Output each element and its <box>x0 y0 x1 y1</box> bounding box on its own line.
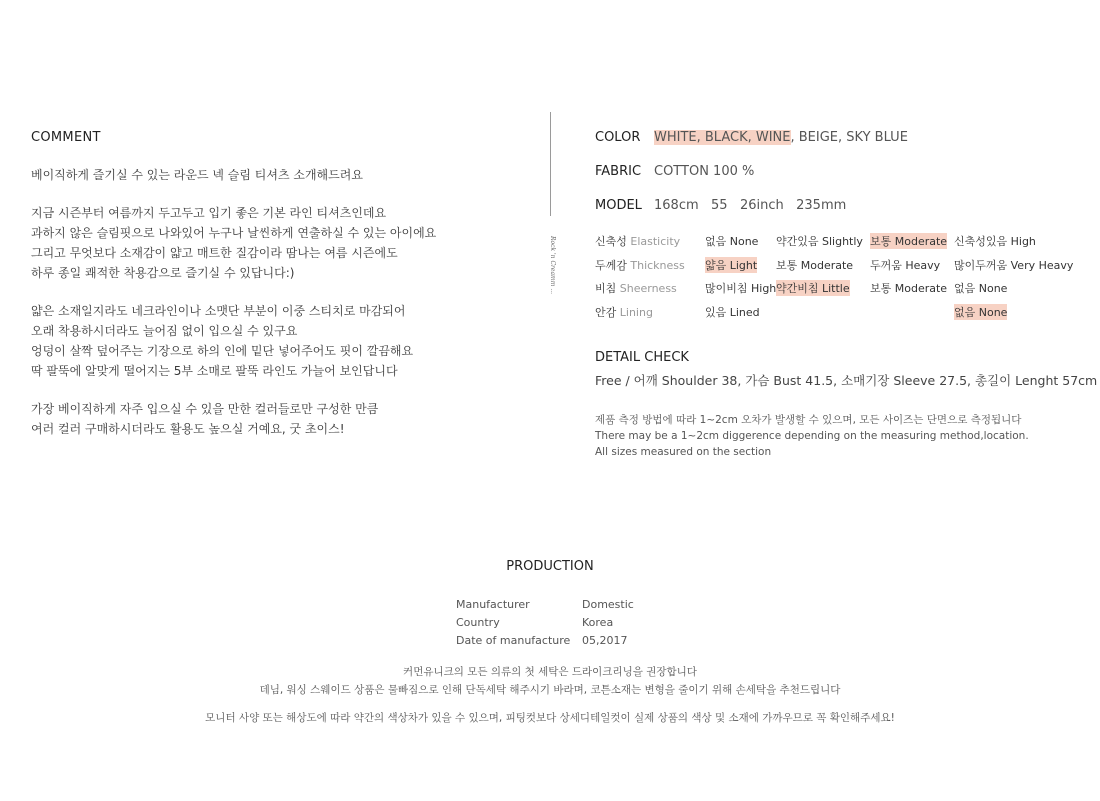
production-key: Country <box>456 616 500 629</box>
color-rest: , BEIGE, SKY BLUE <box>790 130 908 145</box>
attribute-option: 두꺼움 Heavy <box>870 258 941 272</box>
note-line: 제품 측정 방법에 따라 1~2cm 오차가 발생할 수 있으며, 모든 사이즈는 단면으로 측정됩니다 <box>595 414 1022 426</box>
comment-title: COMMENT <box>31 130 101 145</box>
fabric-row <box>595 162 1095 196</box>
fabric-value: COTTON 100 % <box>654 164 755 179</box>
comment-line: 과하지 않은 슬림핏으로 나와있어 누구나 날씬하게 연출하실 수 있는 아이에요 <box>31 226 437 240</box>
note-line: All sizes measured on the section <box>595 446 772 458</box>
attribute-option: 없음 None <box>705 235 759 248</box>
signature: Rock 'n Creamm ... <box>549 236 556 295</box>
comment-body <box>31 165 521 439</box>
spec-section <box>595 128 1095 230</box>
detail-check-value: Free / 어깨 Shoulder 38, 가슴 Bust 41.5, 소매기장 Sleeve 27.5, 총길이 Lenght 57cm <box>595 373 1098 388</box>
attribute-option-selected: 보통 Moderate <box>870 235 948 248</box>
production-value: 05,2017 <box>582 634 628 647</box>
care-note-wash: 데님, 워싱 스웨이드 상품은 물빠짐으로 인해 단독세탁 해주시기 바라며, 코튼소재는 변형을 줄이기 위해 손세탁을 추천드립니다 <box>259 684 841 696</box>
note-line: There may be a 1~2cm diggerence depending on the measuring method,location. <box>595 430 1029 442</box>
comment-line: 지금 시즌부터 여름까지 두고두고 입기 좋은 기본 라인 티셔츠인데요 <box>31 206 387 220</box>
attribute-label <box>595 257 685 273</box>
care-note-dryclean: 커먼유니크의 모든 의류의 첫 세탁은 드라이크리닝을 권장합니다 <box>403 666 697 678</box>
comment-line: 가장 베이직하게 자주 입으실 수 있을 만한 컬러들로만 구성한 만큼 <box>31 402 379 416</box>
color-value <box>654 130 908 145</box>
production-value: Domestic <box>582 598 634 611</box>
attribute-name-en: Elasticity <box>630 235 681 248</box>
color-highlighted: WHITE, BLACK, WINE <box>654 130 791 145</box>
comment-line: 베이직하게 즐기실 수 있는 라운드 넥 슬림 티셔츠 소개해드려요 <box>31 168 363 182</box>
comment-section <box>31 130 521 457</box>
attribute-label <box>595 233 680 249</box>
comment-line: 오래 착용하시더라도 늘어짐 없이 입으실 수 있구요 <box>31 324 298 338</box>
attribute-label <box>595 280 677 296</box>
production-key: Date of manufacture <box>456 634 571 647</box>
comment-line: 그리고 무엇보다 소재감이 얇고 매트한 질감이라 땀나는 여름 시즌에도 <box>31 246 398 260</box>
attribute-option-selected: 없음 None <box>954 305 1008 319</box>
attribute-name-en: Lining <box>619 305 653 319</box>
attribute-name-ko: 안감 <box>595 305 617 319</box>
attribute-option-selected: 약간비침 Little <box>776 282 850 295</box>
attribute-name-ko: 신축성 <box>595 235 627 248</box>
attribute-option: 많이비침 High <box>705 282 777 295</box>
production-title: PRODUCTION <box>506 559 594 574</box>
comment-line: 하루 종일 쾌적한 착용감으로 즐기실 수 있답니다:) <box>31 266 295 280</box>
attribute-option: 보통 Moderate <box>870 282 948 295</box>
fabric-label: FABRIC <box>595 164 642 179</box>
attribute-option: 약간있음 Slightly <box>776 235 863 248</box>
detail-check-title: DETAIL CHECK <box>595 350 689 365</box>
comment-paragraph <box>31 203 521 283</box>
attribute-option: 없음 None <box>954 282 1008 295</box>
attribute-name-ko: 두께감 <box>595 258 627 272</box>
comment-paragraph <box>31 399 521 439</box>
production-key: Manufacturer <box>456 598 530 611</box>
attribute-name-ko: 비침 <box>595 282 617 295</box>
color-row <box>595 128 1095 162</box>
attribute-option: 많이두꺼움 Very Heavy <box>954 258 1074 272</box>
model-label: MODEL <box>595 198 642 213</box>
attribute-name-en: Sheerness <box>619 282 677 295</box>
attribute-option: 보통 Moderate <box>776 258 854 272</box>
care-note-color: 모니터 사양 또는 해상도에 따라 약간의 색상차가 있을 수 있으며, 피팅컷보다 상세디테일컷이 실제 상품의 색상 및 소재에 가까우므로 꼭 확인해주세요! <box>205 712 895 724</box>
model-value: 168cm 55 26inch 235mm <box>654 198 847 213</box>
attribute-option-selected: 얇음 Light <box>705 258 758 272</box>
comment-line: 여러 컬러 구매하시더라도 활용도 높으실 거예요, 굿 초이스! <box>31 422 345 436</box>
attribute-option: 신축성있음 High <box>954 235 1036 248</box>
model-row <box>595 196 1095 230</box>
comment-line: 얇은 소재일지라도 네크라인이나 소맷단 부분이 이중 스티치로 마감되어 <box>31 304 406 318</box>
comment-paragraph <box>31 165 521 185</box>
attribute-label <box>595 304 653 320</box>
production-value: Korea <box>582 616 614 629</box>
measurement-notes <box>595 412 1029 460</box>
comment-line: 엉덩이 살짝 덮어주는 기장으로 하의 인에 밑단 넣어주어도 핏이 깔끔해요 <box>31 344 414 358</box>
comment-line: 딱 팔뚝에 알맞게 떨어지는 5부 소매로 팔뚝 라인도 가늘어 보인답니다 <box>31 364 398 378</box>
vertical-divider <box>550 112 551 216</box>
attribute-option: 있음 Lined <box>705 305 760 319</box>
comment-paragraph <box>31 301 521 381</box>
color-label: COLOR <box>595 130 641 145</box>
attribute-name-en: Thickness <box>630 258 685 272</box>
